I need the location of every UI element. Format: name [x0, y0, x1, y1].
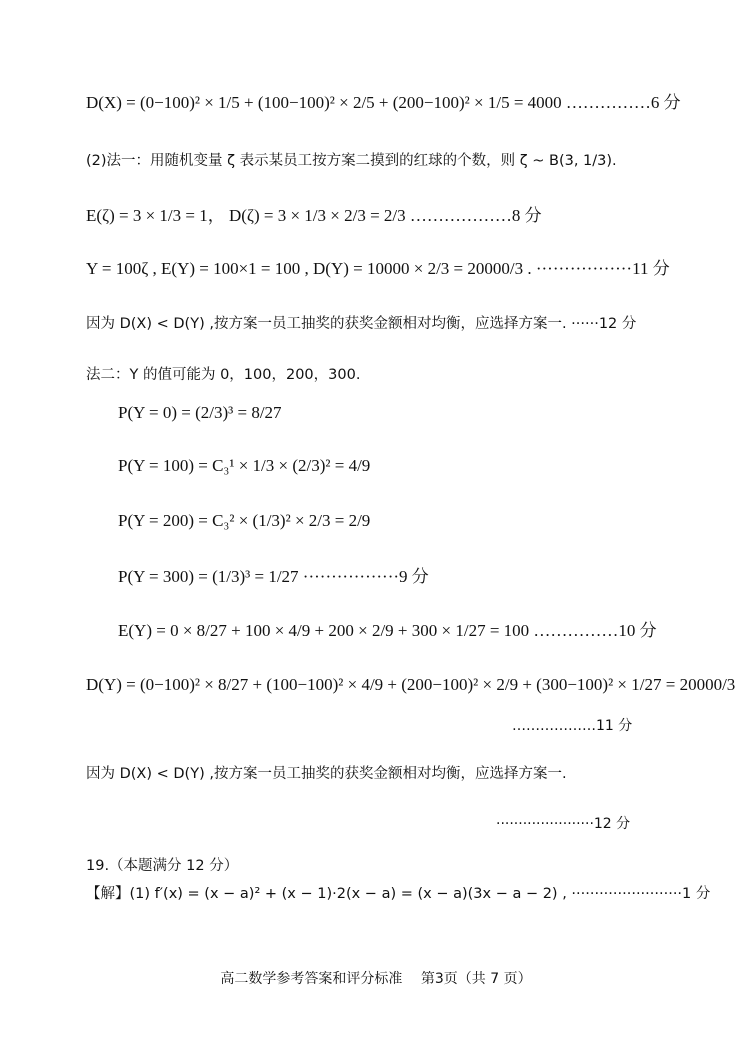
y-100zeta-line: Y = 100ζ , E(Y) = 100×1 = 100 , D(Y) = 10000 × 2/3 = 20000/3 . ·················11 分: [86, 259, 670, 278]
p-y0-line: P(Y = 0) = (2/3)³ = 8/27: [118, 403, 282, 422]
question-19-title: 19.（本题满分 12 分）: [86, 858, 239, 874]
page-footer: 高二数学参考答案和评分标准 第3页（共 7 页）: [220, 971, 532, 987]
method1-intro: (2)法一：用随机变量 ζ 表示某员工按方案二摸到的红球的个数，则 ζ ~ B(3, 1/3).: [86, 153, 617, 169]
conclusion-1: 因为 D(X) < D(Y) ,按方案一员工抽奖的获奖金额相对均衡，应选择方案一. ······12 分: [86, 316, 637, 332]
p-y100-line: P(Y = 100) = C₃¹ × 1/3 × (2/3)² = 4/9: [118, 456, 371, 475]
p-y300-line: P(Y = 300) = (1/3)³ = 1/27 ·················9 分: [118, 567, 429, 586]
d-y-line: D(Y) = (0−100)² × 8/27 + (100−100)² × 4/9 + (200−100)² × 2/9 + (300−100)² × 1/27 = 20000/3: [86, 675, 736, 694]
conclusion-2: 因为 D(X) < D(Y) ,按方案一员工抽奖的获奖金额相对均衡，应选择方案一.: [86, 766, 567, 782]
e-y-line: E(Y) = 0 × 8/27 + 100 × 4/9 + 200 × 2/9 + 300 × 1/27 = 100 ……………10 分: [118, 621, 657, 640]
question-19-part1: 【解】(1) f′(x) = (x − a)² + (x − 1)·2(x − a) = (x − a)(3x − a − 2) , ························1 分: [86, 886, 711, 902]
conclusion-2-score: ······················12 分: [496, 816, 631, 832]
method2-intro: 法二：Y 的值可能为 0，100，200，300.: [86, 367, 361, 383]
e-zeta-line: E(ζ) = 3 × 1/3 = 1， D(ζ) = 3 × 1/3 × 2/3 = 2/3 ………………8 分: [86, 206, 542, 225]
p-y200-line: P(Y = 200) = C₃² × (1/3)² × 2/3 = 2/9: [118, 511, 371, 530]
d-y-score: ………………11 分: [512, 718, 633, 734]
dx-variance-line: D(X) = (0−100)² × 1/5 + (100−100)² × 2/5 + (200−100)² × 1/5 = 4000 ……………6 分: [86, 93, 681, 112]
